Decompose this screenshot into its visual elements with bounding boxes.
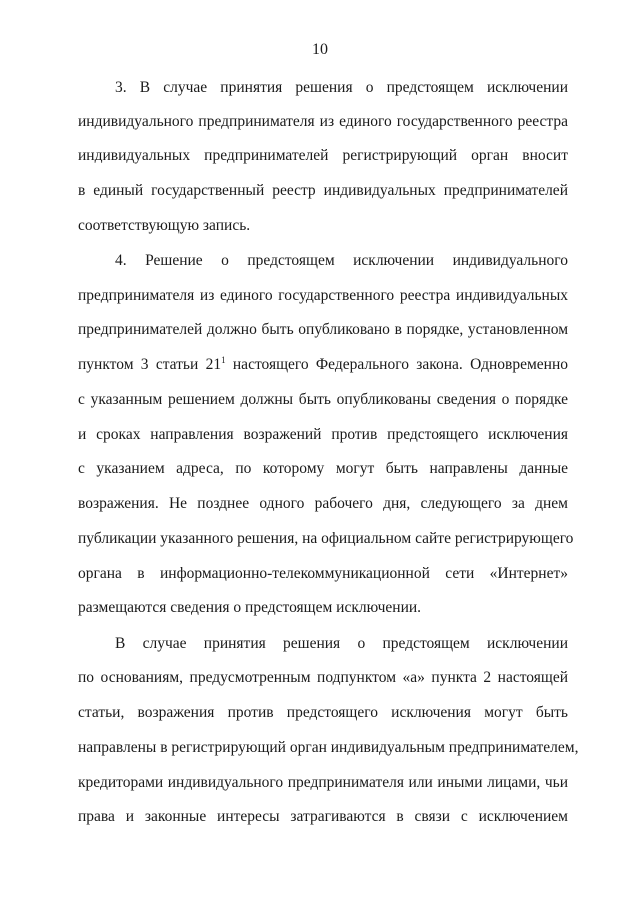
text-line: 4. Решение о предстоящем исключении индивидуального — [115, 252, 568, 269]
text-line: с указанным решением должны быть опубликованы сведения о порядке — [78, 391, 568, 408]
text-line: кредиторами индивидуального предпринимателя или иными лицами, чьи — [78, 774, 568, 791]
text-line: права и законные интересы затрагиваются в связи с исключением — [78, 808, 568, 825]
footnote-superscript: 1 — [221, 354, 226, 365]
text-line: возражения. Не позднее одного рабочего дня, следующего за днем — [78, 495, 568, 512]
text-line: с указанием адреса, по которому могут быть направлены данные — [78, 460, 568, 477]
page-number: 10 — [312, 41, 328, 58]
text-line: соответствующую запись. — [78, 217, 251, 234]
text-line: направлены в регистрирующий орган индивидуальным предпринимателем, — [78, 739, 579, 756]
text-line: в единый государственный реестр индивидуальных предпринимателей — [78, 182, 568, 199]
text-line: органа в информационно-телекоммуникационной сети «Интернет» — [78, 565, 568, 582]
text-line: статьи, возражения против предстоящего исключения могут быть — [78, 704, 568, 721]
text-line: индивидуального предпринимателя из единого государственного реестра — [78, 113, 568, 130]
text-line: В случае принятия решения о предстоящем исключении — [115, 635, 568, 652]
text-line: по основаниям, предусмотренным подпунктом «а» пункта 2 настоящей — [78, 669, 568, 686]
text-line: публикации указанного решения, на официальном сайте регистрирующего — [78, 530, 574, 547]
text-fragment: настоящего Федерального закона. Одновременно — [232, 356, 568, 373]
text-line: предпринимателей должно быть опубликовано в порядке, установленном — [78, 321, 568, 338]
text-line: индивидуальных предпринимателей регистрирующий орган вносит — [78, 147, 568, 164]
text-line: размещаются сведения о предстоящем исключении. — [78, 599, 422, 616]
text-line: предпринимателя из единого государственного реестра индивидуальных — [78, 287, 568, 304]
text-line-with-footnote — [78, 355, 568, 375]
text-line: 3. В случае принятия решения о предстоящем исключении — [115, 79, 568, 96]
text-line: и сроках направления возражений против предстоящего исключения — [78, 426, 568, 443]
text-fragment: пунктом 3 статьи 21 — [78, 356, 222, 373]
